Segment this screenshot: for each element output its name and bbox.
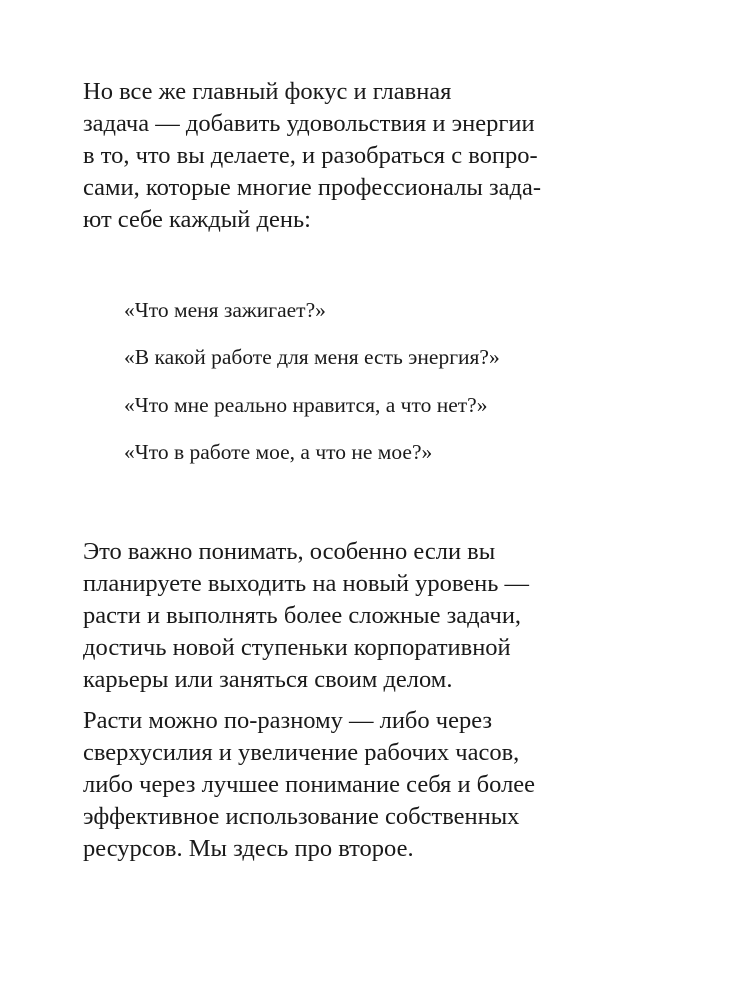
paragraph-importance [83,536,529,696]
text-line: эффективное использование собственных [83,803,520,830]
text-line: карьеры или заняться своим делом. [83,666,453,693]
text-line: либо через лучшее понимание себя и более [83,771,536,798]
question-item: «Что мне реально нравится, а что нет?» [124,393,488,417]
question-item: «Что в работе мое, а что не мое?» [124,440,433,464]
text-line: Расти можно по-разному — либо через [83,707,493,734]
text-line: Но все же главный фокус и главная [83,78,452,105]
text-line: сверхусилия и увеличение рабочих часов, [83,739,520,766]
question-item: «Что меня зажигает?» [124,298,326,322]
text-line: задача — добавить удовольствия и энергии [83,110,535,137]
text-line: сами, которые многие профессионалы зада- [83,174,542,201]
paragraph-growth [83,705,535,865]
text-line: расти и выполнять более сложные задачи, [83,602,522,629]
text-line: ют себе каждый день: [83,206,311,233]
question-item: «В какой работе для меня есть энергия?» [124,345,500,369]
text-line: достичь новой ступеньки корпоративной [83,634,511,661]
paragraph-intro [83,76,541,236]
text-line: планируете выходить на новый уровень — [83,570,530,597]
text-line: в то, что вы делаете, и разобраться с вопро- [83,142,538,169]
text-line: ресурсов. Мы здесь про второе. [83,835,414,862]
text-line: Это важно понимать, особенно если вы [83,538,496,565]
